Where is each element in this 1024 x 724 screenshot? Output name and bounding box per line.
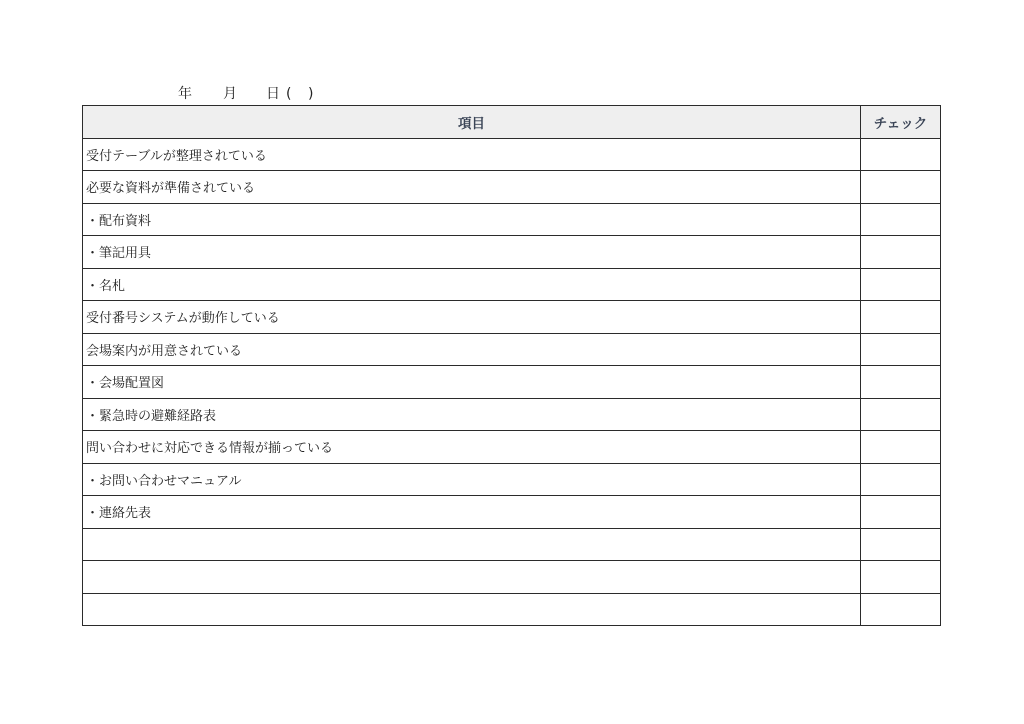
table-row — [83, 528, 941, 561]
item-cell — [83, 528, 861, 561]
check-cell[interactable] — [861, 171, 941, 204]
check-cell[interactable] — [861, 431, 941, 464]
item-cell: 受付番号システムが動作している — [83, 301, 861, 334]
check-cell[interactable] — [861, 593, 941, 626]
table-row — [83, 463, 941, 496]
item-cell: 会場案内が用意されている — [83, 333, 861, 366]
table-row — [83, 496, 941, 529]
check-cell[interactable] — [861, 528, 941, 561]
check-cell[interactable] — [861, 333, 941, 366]
date-month-label: 月 — [223, 86, 237, 102]
table-row — [83, 561, 941, 594]
table-row — [83, 593, 941, 626]
item-cell — [83, 561, 861, 594]
check-cell[interactable] — [861, 496, 941, 529]
header-row — [83, 106, 941, 139]
item-cell: ・筆記用具 — [83, 236, 861, 269]
item-cell: 受付テーブルが整理されている — [83, 138, 861, 171]
item-cell: ・名札 — [83, 268, 861, 301]
check-cell[interactable] — [861, 138, 941, 171]
date-year-label: 年 — [178, 86, 192, 102]
header-item: 項目 — [83, 106, 861, 139]
item-cell: ・会場配置図 — [83, 366, 861, 399]
item-cell: ・お問い合わせマニュアル — [83, 463, 861, 496]
check-cell[interactable] — [861, 366, 941, 399]
table-row — [83, 431, 941, 464]
item-cell — [83, 593, 861, 626]
check-cell[interactable] — [861, 463, 941, 496]
check-cell[interactable] — [861, 301, 941, 334]
date-weekday-open: ( — [286, 86, 292, 102]
table-row — [83, 268, 941, 301]
item-cell: ・配布資料 — [83, 203, 861, 236]
check-cell[interactable] — [861, 398, 941, 431]
table-row — [83, 203, 941, 236]
table-row — [83, 333, 941, 366]
date-weekday-close: ) — [308, 86, 314, 102]
check-cell[interactable] — [861, 236, 941, 269]
table-row — [83, 366, 941, 399]
item-cell: 問い合わせに対応できる情報が揃っている — [83, 431, 861, 464]
header-check: チェック — [861, 106, 941, 139]
item-cell: 必要な資料が準備されている — [83, 171, 861, 204]
check-cell[interactable] — [861, 561, 941, 594]
table-row — [83, 398, 941, 431]
table-row — [83, 236, 941, 269]
table-row — [83, 171, 941, 204]
checklist-table — [82, 105, 941, 626]
check-cell[interactable] — [861, 268, 941, 301]
check-cell[interactable] — [861, 203, 941, 236]
table-row — [83, 301, 941, 334]
item-cell: ・緊急時の避難経路表 — [83, 398, 861, 431]
item-cell: ・連絡先表 — [83, 496, 861, 529]
checklist-body — [83, 138, 941, 626]
table-row — [83, 138, 941, 171]
date-day-label: 日 — [266, 86, 280, 102]
